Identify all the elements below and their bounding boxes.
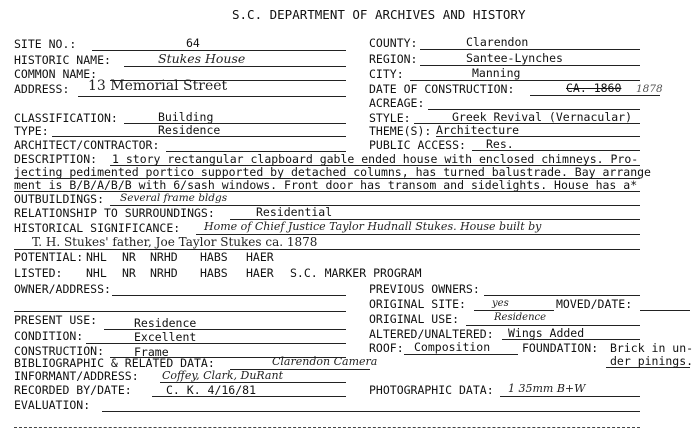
biblio-value: Clarendon Camera [272, 355, 378, 368]
themes-line [436, 136, 640, 137]
style-label: STYLE: [369, 111, 411, 125]
address-label: ADDRESS: [14, 82, 70, 96]
region-line [420, 65, 640, 66]
classification-label: CLASSIFICATION: [14, 111, 118, 125]
foundation-label: FOUNDATION: [522, 341, 599, 355]
significance-line-2: T. H. Stukes' father, Joe Taylor Stukes ca. 1878 [32, 235, 318, 249]
address-line [78, 96, 346, 97]
photo-label: PHOTOGRAPHIC DATA: [369, 383, 494, 397]
present-use-label: PRESENT USE: [14, 313, 98, 327]
significance-label: HISTORICAL SIGNIFICANCE: [14, 221, 181, 235]
owner-line [112, 295, 346, 296]
public-access-value: Res. [486, 137, 514, 151]
roof-value: Composition [414, 340, 491, 354]
listed-haer[interactable]: HAER [246, 266, 274, 280]
style-value: Greek Revival (Vernacular) [452, 110, 633, 124]
altered-line [502, 339, 640, 340]
condition-line [86, 343, 346, 344]
previous-owners-line [484, 295, 640, 296]
evaluation-line-2 [14, 427, 640, 428]
potential-haer[interactable]: HAER [246, 250, 274, 264]
condition-label: CONDITION: [14, 329, 84, 343]
acreage-label: ACREAGE: [369, 96, 425, 110]
foundation-line [606, 367, 690, 368]
themes-value: Architecture [436, 123, 520, 137]
historic-name-label: HISTORIC NAME: [14, 53, 111, 67]
photo-value: 1 35mm B+W [508, 382, 586, 395]
construction-label: CONSTRUCTION: [14, 344, 105, 358]
photo-line [500, 396, 640, 397]
public-access-label: PUBLIC ACCESS: [369, 138, 466, 152]
date-handwritten: 1878 [636, 83, 663, 95]
date-label: DATE OF CONSTRUCTION: [369, 82, 515, 96]
recorded-label: RECORDED BY/DATE: [14, 383, 132, 397]
altered-label: ALTERED/UNALTERED: [369, 327, 494, 341]
foundation-value-1: Brick in un- [610, 341, 694, 355]
listed-label: LISTED: [14, 266, 63, 280]
themes-label: THEME(S): [369, 124, 432, 138]
potential-nr[interactable]: NR [122, 250, 136, 264]
recorded-line [152, 396, 346, 397]
historic-name-value: Stukes House [158, 51, 246, 66]
county-label: COUNTY: [369, 36, 418, 50]
previous-owners-label: PREVIOUS OWNERS: [369, 282, 480, 296]
owner-label: OWNER/ADDRESS: [14, 282, 111, 296]
architect-label: ARCHITECT/CONTRACTOR: [14, 138, 160, 152]
original-use-label: ORIGINAL USE: [369, 312, 460, 326]
type-label: TYPE: [14, 124, 49, 138]
address-value: 13 Memorial Street [88, 78, 228, 94]
foundation-value-2: der pinings. [610, 354, 694, 368]
original-use-value: Residence [494, 312, 547, 323]
altered-value: Wings Added [508, 326, 585, 340]
common-name-label: COMMON NAME: [14, 67, 98, 81]
potential-nrhd[interactable]: NRHD [150, 250, 178, 264]
construction-value: Frame [134, 345, 169, 359]
owner-line-2 [14, 311, 346, 312]
listed-nr[interactable]: NR [122, 266, 136, 280]
evaluation-label: EVALUATION: [14, 398, 91, 412]
classification-value: Building [158, 110, 214, 124]
informant-value: Coffey, Clark, DuRant [162, 369, 283, 382]
city-value: Manning [472, 66, 521, 80]
biblio-label: BIBLIOGRAPHIC & RELATED DATA: [14, 356, 215, 370]
original-site-label: ORIGINAL SITE: [369, 297, 466, 311]
type-line [52, 136, 346, 137]
listed-nhl[interactable]: NHL [86, 266, 107, 280]
description-line-3: ment is B/B/A/B/B with 6/sash windows. Front door has transom and sidelights. House has a* [14, 178, 638, 192]
roof-label: ROOF: [369, 341, 404, 355]
recorded-value: C. K. 4/16/81 [166, 383, 257, 397]
original-site-value: yes [492, 298, 509, 309]
site-no-value: 64 [186, 36, 200, 50]
city-label: CITY: [369, 67, 404, 81]
present-use-value: Residence [134, 316, 197, 330]
county-value: Clarendon [466, 35, 529, 49]
county-line [420, 49, 640, 50]
listed-nrhd[interactable]: NRHD [150, 266, 178, 280]
description-line-rule-3 [14, 191, 640, 192]
roof-line [404, 354, 518, 355]
significance-line-rule-2 [14, 249, 640, 250]
description-line-1: 1 story rectangular clapboard gable ended house with enclosed chimneys. Pro- [112, 152, 639, 166]
region-value: Santee-Lynches [466, 51, 563, 65]
region-label: REGION: [369, 52, 418, 66]
description-line-rule-1 [110, 165, 640, 166]
description-line-2: jecting pedimented portico supported by detached columns, has turned balustrade. Bay arrange [14, 165, 651, 179]
potential-label: POTENTIAL: [14, 250, 84, 264]
moved-date-label: MOVED/DATE: [556, 297, 633, 311]
significance-line-rule-1 [196, 234, 640, 235]
type-value: Residence [158, 123, 221, 137]
outbuildings-value: Several frame bldgs [120, 192, 228, 204]
description-line-rule-2 [14, 178, 640, 179]
date-value: CA. 1860 [566, 81, 622, 95]
public-access-line [472, 150, 640, 151]
evaluation-line [102, 411, 640, 412]
potential-habs[interactable]: HABS [200, 250, 228, 264]
relationship-label: RELATIONSHIP TO SURROUNDINGS: [14, 206, 215, 220]
outbuildings-label: OUTBUILDINGS: [14, 192, 105, 206]
significance-line-1: Home of Chief Justice Taylor Hudnall Stukes. House built by [204, 220, 542, 233]
marker-program-label: S.C. MARKER PROGRAM [290, 266, 422, 280]
listed-habs[interactable]: HABS [200, 266, 228, 280]
condition-value: Excellent [134, 330, 197, 344]
description-label: DESCRIPTION: [14, 152, 98, 166]
moved-date-line [640, 310, 690, 311]
form-header: S.C. DEPARTMENT OF ARCHIVES AND HISTORY [232, 7, 526, 22]
relationship-value: Residential [256, 205, 333, 219]
site-no-label: SITE NO.: [14, 37, 77, 51]
historic-name-line [124, 66, 346, 67]
date-line [530, 95, 660, 96]
potential-nhl[interactable]: NHL [86, 250, 107, 264]
informant-label: INFORMANT/ADDRESS: [14, 369, 139, 383]
